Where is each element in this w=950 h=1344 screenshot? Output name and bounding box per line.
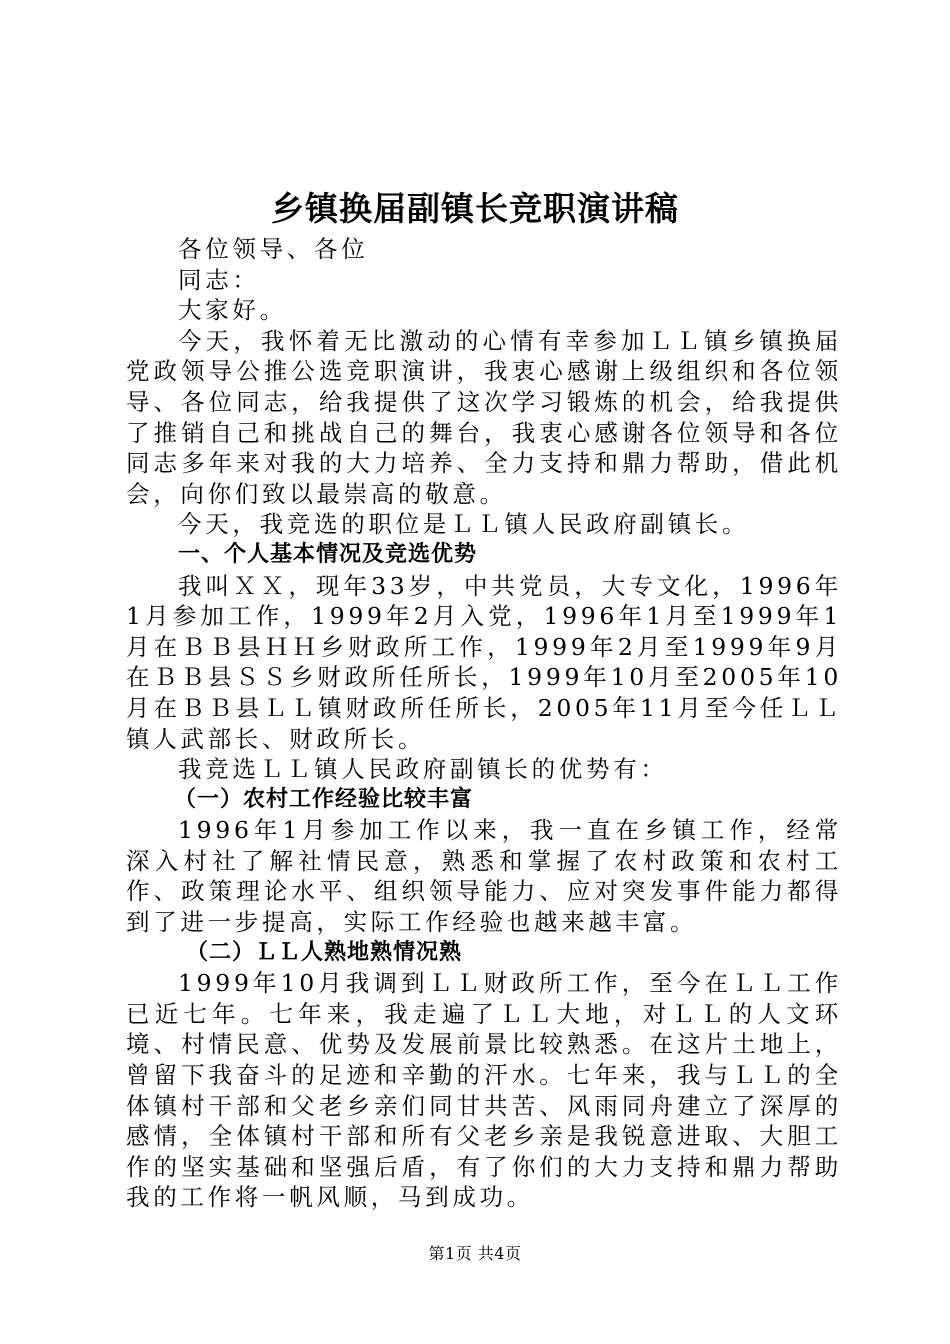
document-body	[126, 234, 842, 1213]
paragraph-greeting: 大家好。	[178, 296, 287, 325]
paragraph-salutation-2: 同志：	[178, 265, 260, 294]
paragraph-advantages-intro: 我竞选ＬＬ镇人民政府副镇长的优势有：	[178, 755, 668, 784]
section-heading-1: 一、个人基本情况及竞选优势	[178, 541, 478, 567]
subsection-heading-1: （一）农村工作经验比较丰富	[174, 786, 474, 812]
paragraph-local-familiarity: 1999年10月我调到ＬＬ财政所工作，至今在ＬＬ工作已近七年。七年来，我走遍了ＬＬ大地，对ＬＬ的人文环境、村情民意、优势及发展前景比较熟悉。在这片土地上，曾留下我奋斗的足迹和辛勤的汗水。七年来，我与ＬＬ的全体镇村干部和父老乡亲们同甘共苦、风雨同舟建立了深厚的感情，全体镇村干部和所有父老乡亲是我锐意进取、大胆工作的坚实基础和坚强后盾，有了你们的大力支持和鼎力帮助我的工作将一帆风顺，马到成功。	[126, 969, 842, 1212]
paragraph-position: 今天，我竞选的职位是ＬＬ镇人民政府副镇长。	[178, 510, 750, 539]
paragraph-rural-experience: 1996年1月参加工作以来，我一直在乡镇工作，经常深入村社了解社情民意，熟悉和掌握了农村政策和农村工作、政策理论水平、组织领导能力、应对突发事件能力都得到了进一步提高，实际工作经验也越来越丰富。	[126, 816, 842, 937]
subsection-heading-2: （二）ＬＬ人熟地熟情况熟	[186, 939, 463, 965]
paragraph-salutation-1: 各位领导、各位	[178, 235, 369, 263]
paragraph-opening: 今天，我怀着无比激动的心情有幸参加ＬＬ镇乡镇换届党政领导公推公选竞职演讲，我衷心感谢上级组织和各位领导、各位同志，给我提供了这次学习锻炼的机会，给我提供了推销自己和挑战自己的舞台，我衷心感谢各位领导和各位同志多年来对我的大力培养、全力支持和鼎力帮助，借此机会，向你们致以最崇高的敬意。	[126, 326, 842, 508]
document-title: 乡镇换届副镇长竞职演讲稿	[271, 189, 679, 228]
paragraph-personal-info: 我叫ＸＸ，现年33岁，中共党员，大专文化，1996年1月参加工作，1999年2月入党，1996年1月至1999年1月在ＢＢ县ＨＨ乡财政所工作，1999年2月至1999年9月在ＢＢ县ＳＳ乡财政所任所长，1999年10月至2005年10月在ＢＢ县ＬＬ镇财政所任所长，2005年11月至今任ＬＬ镇人武部长、财政所长。	[126, 571, 842, 753]
page-footer: 第1页 共4页	[428, 1244, 522, 1263]
